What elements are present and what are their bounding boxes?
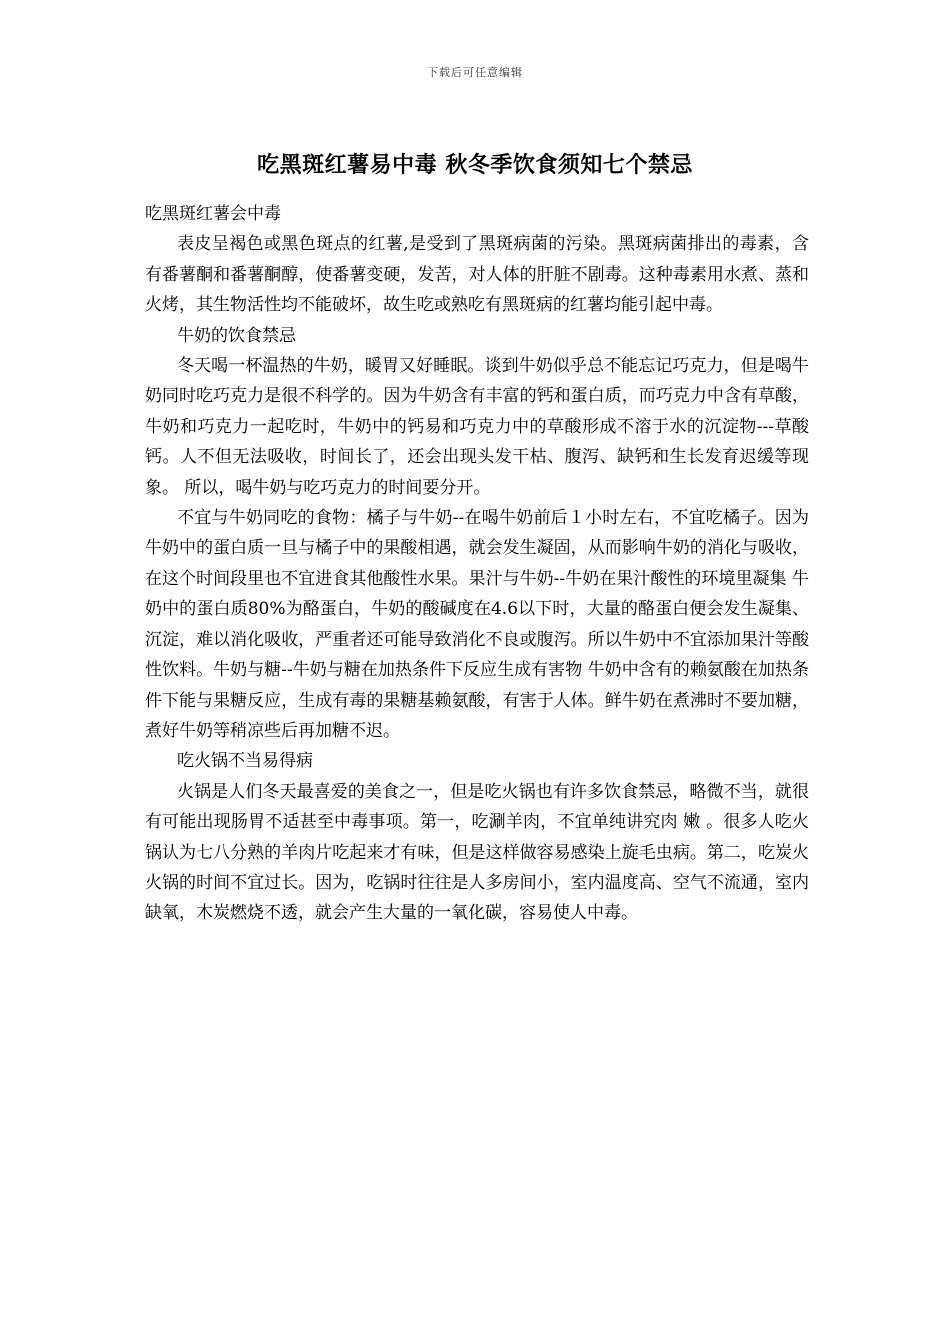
document-body [145, 199, 809, 929]
section-heading-sweet-potato: 吃黑斑红薯会中毒 [145, 204, 281, 224]
section-heading-hotpot: 吃火锅不当易得病 [177, 751, 313, 772]
paragraph-milk-foods: 不宜与牛奶同吃的食物：橘子与牛奶--在喝牛奶前后１小时左右，不宜吃橘子。因为牛奶中的蛋白质一旦与橘子中的果酸相遇，就会发生凝固，从而影响牛奶的消化与吸收，在这个时间段里也不宜进食其他酸性水果。果汁与牛奶--牛奶在果汁酸性的环境里凝集 牛奶中的蛋白质80%为酪蛋白，牛奶的酸碱度在4.6以下时，大量的酪蛋白便会发生凝集、沉淀，难以消化吸收，严重者还可能导致消化不良或腹泻。所以牛奶中不宜添加果汁等酸性饮料。牛奶与糖--牛奶与糖在加热条件下反应生成有害物 牛奶中含有的赖氨酸在加热条件下能与果糖反应，生成有毒的果糖基赖氨酸，有害于人体。鲜牛奶在煮沸时不要加糖，煮好牛奶等稍凉些后再加糖不迟。 [145, 508, 809, 741]
header-note: 下载后可任意编辑 [427, 66, 523, 79]
paragraph-milk-chocolate: 冬天喝一杯温热的牛奶，暖胃又好睡眠。谈到牛奶似乎总不能忘记巧克力，但是喝牛奶同时吃巧克力是很不科学的。因为牛奶含有丰富的钙和蛋白质，而巧克力中含有草酸，牛奶和巧克力一起吃时，牛奶中的钙易和巧克力中的草酸形成不溶于水的沉淀物---草酸钙。人不但无法吸收，时间长了，还会出现头发干枯、腹泻、缺钙和生长发育迟缓等现象。 所以，喝牛奶与吃巧克力的时间要分开。 [145, 356, 809, 498]
section-heading-milk: 牛奶的饮食禁忌 [177, 325, 296, 346]
paragraph-hotpot: 火锅是人们冬天最喜爱的美食之一，但是吃火锅也有许多饮食禁忌，略微不当，就很有可能出现肠胃不适甚至中毒事项。第一，吃涮羊肉，不宜单纯讲究肉 嫩 。很多人吃火锅认为七八分熟的羊肉片吃起来才有味，但是这样做容易感染上旋毛虫病。第二，吃炭火火锅的时间不宜过长。因为，吃锅时往往是人多房间小，室内温度高、空气不流通，室内缺氧，木炭燃烧不透，就会产生大量的一氧化碳，容易使人中毒。 [145, 781, 809, 924]
paragraph-sweet-potato: 表皮呈褐色或黑色斑点的红薯,是受到了黑斑病菌的污染。黑斑病菌排出的毒素，含有番薯酮和番薯酮醇，使番薯变硬，发苦，对人体的肝脏不剧毒。这种毒素用水煮、蒸和火烤，其生物活性均不能破坏，故生吃或熟吃有黑斑病的红薯均能引起中毒。 [145, 234, 809, 316]
document-title: 吃黑斑红薯易中毒 秋冬季饮食须知七个禁忌 [257, 152, 693, 178]
